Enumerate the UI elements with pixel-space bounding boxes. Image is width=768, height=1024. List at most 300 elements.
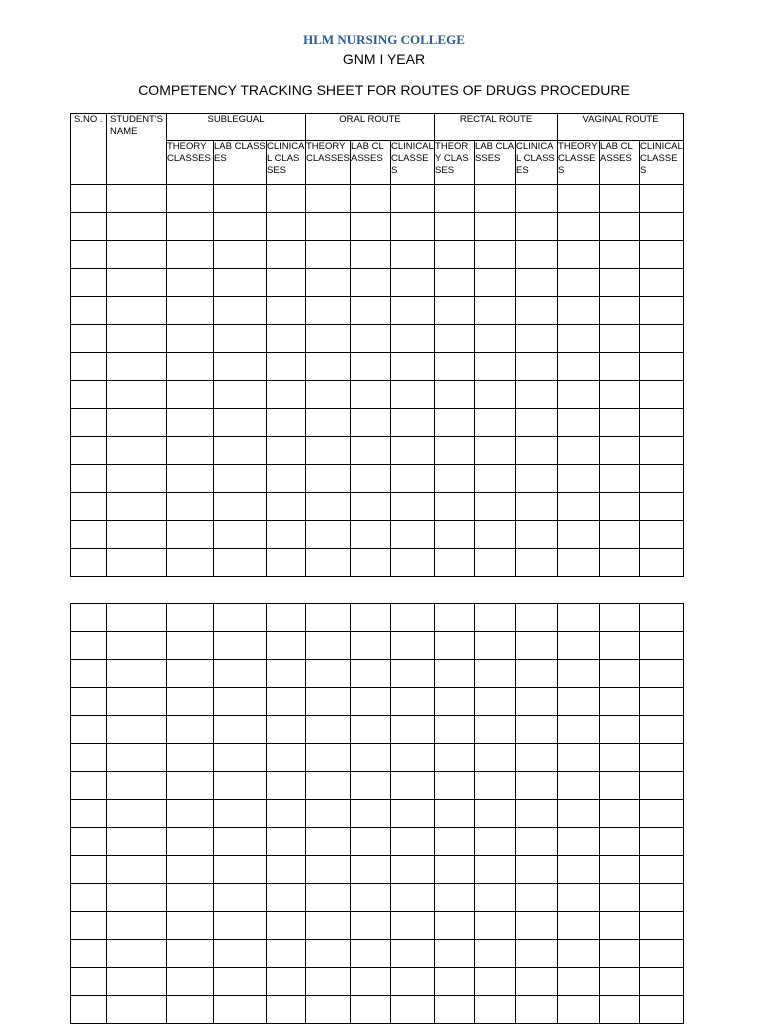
competency-cell [167, 409, 214, 437]
table-row [71, 549, 684, 577]
competency-cell [600, 996, 640, 1024]
competency-cell [351, 493, 391, 521]
competency-cell [558, 409, 600, 437]
student-name-cell [107, 828, 167, 856]
competency-cell [391, 269, 435, 297]
table-row [71, 632, 684, 660]
competency-cell [516, 940, 558, 968]
competency-cell [267, 353, 306, 381]
group-header-vaginal: VAGINAL ROUTE [558, 114, 684, 141]
competency-cell [435, 437, 475, 465]
competency-cell [351, 772, 391, 800]
competency-cell [214, 381, 267, 409]
competency-cell [600, 632, 640, 660]
competency-cell [475, 465, 516, 493]
competency-cell [351, 968, 391, 996]
competency-cell [475, 968, 516, 996]
competency-cell [640, 912, 684, 940]
competency-cell [391, 437, 435, 465]
table-row [71, 325, 684, 353]
competency-cell [167, 884, 214, 912]
table-body-1 [71, 185, 684, 577]
table-row [71, 828, 684, 856]
competency-cell [351, 381, 391, 409]
competency-cell [516, 297, 558, 325]
competency-cell [600, 940, 640, 968]
subheader-lab: LAB CLASSES [351, 141, 391, 185]
competency-cell [214, 409, 267, 437]
competency-cell [214, 688, 267, 716]
competency-cell [306, 884, 351, 912]
competency-cell [167, 688, 214, 716]
competency-cell [391, 521, 435, 549]
competency-cell [214, 856, 267, 884]
competency-cell [435, 604, 475, 632]
sno-cell [71, 968, 107, 996]
competency-cell [391, 493, 435, 521]
competency-cell [558, 800, 600, 828]
competency-cell [306, 549, 351, 577]
competency-cell [391, 856, 435, 884]
subheader-theory: THEORY CLASSES [306, 141, 351, 185]
competency-cell [475, 912, 516, 940]
competency-cell [640, 381, 684, 409]
competency-cell [475, 325, 516, 353]
competency-cell [214, 660, 267, 688]
table-row [71, 297, 684, 325]
competency-cell [267, 493, 306, 521]
competency-cell [600, 604, 640, 632]
student-name-cell [107, 409, 167, 437]
competency-cell [391, 325, 435, 353]
competency-cell [558, 632, 600, 660]
competency-cell [306, 800, 351, 828]
competency-cell [475, 241, 516, 269]
competency-cell [516, 716, 558, 744]
competency-cell [475, 744, 516, 772]
competency-cell [167, 325, 214, 353]
competency-cell [640, 269, 684, 297]
competency-cell [475, 297, 516, 325]
competency-cell [435, 297, 475, 325]
sno-cell [71, 549, 107, 577]
competency-cell [640, 828, 684, 856]
competency-cell [267, 604, 306, 632]
competency-cell [167, 549, 214, 577]
competency-table [70, 113, 684, 577]
competency-cell [435, 968, 475, 996]
competency-cell [351, 828, 391, 856]
competency-cell [516, 856, 558, 884]
competency-cell [435, 493, 475, 521]
competency-cell [558, 744, 600, 772]
competency-cell [475, 213, 516, 241]
competency-cell [267, 241, 306, 269]
competency-cell [516, 996, 558, 1024]
competency-cell [640, 772, 684, 800]
competency-cell [558, 521, 600, 549]
competency-cell [600, 688, 640, 716]
competency-cell [391, 465, 435, 493]
competency-cell [558, 660, 600, 688]
sno-cell [71, 437, 107, 465]
table-row [71, 437, 684, 465]
competency-cell [435, 828, 475, 856]
competency-cell [475, 549, 516, 577]
student-name-cell [107, 269, 167, 297]
sno-cell [71, 940, 107, 968]
competency-cell [351, 213, 391, 241]
competency-cell [600, 409, 640, 437]
group-header-sublingual: SUBLEGUAL [167, 114, 306, 141]
competency-cell [306, 493, 351, 521]
competency-cell [516, 884, 558, 912]
table-row [71, 996, 684, 1024]
competency-cell [167, 912, 214, 940]
competency-cell [351, 660, 391, 688]
competency-cell [391, 884, 435, 912]
course-year: GNM I YEAR [342, 51, 426, 67]
competency-cell [516, 604, 558, 632]
sno-cell [71, 996, 107, 1024]
competency-cell [167, 744, 214, 772]
competency-cell [600, 660, 640, 688]
competency-cell [475, 856, 516, 884]
competency-cell [600, 213, 640, 241]
competency-cell [435, 632, 475, 660]
competency-cell [435, 688, 475, 716]
competency-cell [391, 828, 435, 856]
sno-cell [71, 213, 107, 241]
competency-cell [351, 912, 391, 940]
competency-cell [475, 940, 516, 968]
competency-cell [267, 660, 306, 688]
competency-cell [435, 856, 475, 884]
competency-cell [475, 828, 516, 856]
student-name-cell [107, 604, 167, 632]
competency-cell [167, 996, 214, 1024]
competency-cell [267, 884, 306, 912]
competency-cell [600, 325, 640, 353]
competency-cell [267, 521, 306, 549]
subheader-clinical: CLINICAL CLASSES [640, 141, 684, 185]
competency-cell [435, 549, 475, 577]
competency-cell [516, 521, 558, 549]
competency-cell [600, 716, 640, 744]
competency-cell [351, 800, 391, 828]
student-name-cell [107, 493, 167, 521]
competency-cell [167, 632, 214, 660]
competency-cell [267, 213, 306, 241]
competency-cell [351, 325, 391, 353]
competency-cell [558, 912, 600, 940]
competency-cell [600, 353, 640, 381]
competency-cell [267, 688, 306, 716]
sno-cell [71, 409, 107, 437]
competency-cell [214, 912, 267, 940]
competency-cell [600, 744, 640, 772]
competency-cell [600, 884, 640, 912]
table-row [71, 660, 684, 688]
competency-cell [214, 213, 267, 241]
competency-cell [214, 353, 267, 381]
sno-cell [71, 353, 107, 381]
competency-cell [351, 269, 391, 297]
competency-cell [391, 688, 435, 716]
competency-cell [516, 409, 558, 437]
competency-cell [640, 549, 684, 577]
competency-cell [306, 744, 351, 772]
competency-cell [475, 688, 516, 716]
student-name-header: STUDENT'S NAME [107, 114, 167, 185]
table-row [71, 940, 684, 968]
table-row [71, 884, 684, 912]
student-name-cell [107, 325, 167, 353]
competency-cell [167, 856, 214, 884]
competency-cell [558, 996, 600, 1024]
competency-cell [640, 688, 684, 716]
student-name-cell [107, 213, 167, 241]
competency-cell [435, 325, 475, 353]
competency-cell [435, 381, 475, 409]
competency-cell [391, 241, 435, 269]
group-header-rectal: RECTAL ROUTE [435, 114, 558, 141]
sno-cell [71, 884, 107, 912]
competency-cell [558, 604, 600, 632]
competency-cell [435, 241, 475, 269]
competency-cell [306, 437, 351, 465]
sno-cell [71, 688, 107, 716]
competency-cell [167, 716, 214, 744]
student-name-cell [107, 996, 167, 1024]
competency-cell [167, 185, 214, 213]
competency-cell [267, 437, 306, 465]
sno-cell [71, 632, 107, 660]
competency-cell [267, 912, 306, 940]
competency-cell [600, 493, 640, 521]
table-row [71, 521, 684, 549]
competency-cell [475, 772, 516, 800]
student-name-cell [107, 437, 167, 465]
competency-cell [516, 325, 558, 353]
competency-cell [391, 213, 435, 241]
competency-cell [214, 884, 267, 912]
competency-cell [306, 772, 351, 800]
competency-cell [306, 465, 351, 493]
competency-cell [351, 185, 391, 213]
competency-cell [214, 632, 267, 660]
student-name-cell [107, 465, 167, 493]
sno-header: S.NO . [71, 114, 107, 185]
competency-cell [306, 297, 351, 325]
competency-cell [600, 465, 640, 493]
competency-cell [516, 632, 558, 660]
subheader-theory: THEORY CLASSES [167, 141, 214, 185]
competency-cell [267, 297, 306, 325]
sno-cell [71, 744, 107, 772]
competency-cell [640, 968, 684, 996]
competency-cell [351, 409, 391, 437]
competency-cell [475, 409, 516, 437]
competency-cell [435, 409, 475, 437]
competency-cell [267, 409, 306, 437]
competency-cell [306, 940, 351, 968]
competency-cell [600, 185, 640, 213]
competency-cell [267, 716, 306, 744]
competency-cell [391, 409, 435, 437]
sno-cell [71, 297, 107, 325]
student-name-cell [107, 632, 167, 660]
competency-cell [214, 940, 267, 968]
competency-cell [558, 437, 600, 465]
competency-cell [640, 800, 684, 828]
competency-cell [516, 800, 558, 828]
competency-cell [351, 716, 391, 744]
competency-cell [640, 185, 684, 213]
competency-cell [267, 800, 306, 828]
student-name-cell [107, 353, 167, 381]
competency-cell [214, 437, 267, 465]
competency-cell [167, 968, 214, 996]
competency-cell [435, 912, 475, 940]
student-name-cell [107, 968, 167, 996]
competency-cell [167, 381, 214, 409]
competency-cell [306, 996, 351, 1024]
competency-cell [640, 325, 684, 353]
competency-cell [267, 269, 306, 297]
table-row [71, 185, 684, 213]
competency-cell [267, 772, 306, 800]
competency-cell [558, 353, 600, 381]
competency-cell [167, 604, 214, 632]
competency-cell [475, 493, 516, 521]
competency-cell [167, 241, 214, 269]
competency-cell [516, 744, 558, 772]
competency-cell [600, 241, 640, 269]
competency-cell [391, 381, 435, 409]
table-row [71, 381, 684, 409]
competency-cell [267, 856, 306, 884]
competency-cell [435, 800, 475, 828]
competency-cell [435, 716, 475, 744]
competency-cell [214, 297, 267, 325]
competency-cell [600, 437, 640, 465]
competency-cell [435, 884, 475, 912]
competency-cell [600, 297, 640, 325]
competency-cell [391, 549, 435, 577]
competency-cell [167, 828, 214, 856]
competency-cell [267, 744, 306, 772]
competency-cell [267, 185, 306, 213]
competency-cell [558, 968, 600, 996]
competency-cell [558, 297, 600, 325]
student-name-cell [107, 856, 167, 884]
competency-cell [167, 465, 214, 493]
competency-cell [640, 465, 684, 493]
student-name-cell [107, 688, 167, 716]
student-name-cell [107, 940, 167, 968]
competency-cell [391, 940, 435, 968]
competency-cell [558, 688, 600, 716]
subheader-lab: LAB CLASSES [600, 141, 640, 185]
competency-cell [516, 688, 558, 716]
competency-cell [391, 632, 435, 660]
table-row [71, 800, 684, 828]
competency-cell [306, 632, 351, 660]
competency-cell [306, 968, 351, 996]
sno-cell [71, 185, 107, 213]
sno-cell [71, 912, 107, 940]
competency-cell [351, 632, 391, 660]
competency-cell [640, 409, 684, 437]
competency-cell [214, 269, 267, 297]
competency-cell [558, 940, 600, 968]
competency-cell [306, 716, 351, 744]
competency-cell [391, 604, 435, 632]
competency-cell [351, 996, 391, 1024]
competency-cell [435, 996, 475, 1024]
competency-cell [214, 185, 267, 213]
competency-cell [600, 521, 640, 549]
competency-cell [640, 521, 684, 549]
sno-cell [71, 772, 107, 800]
competency-cell [214, 716, 267, 744]
competency-cell [167, 269, 214, 297]
competency-cell [306, 828, 351, 856]
competency-cell [600, 772, 640, 800]
competency-cell [391, 772, 435, 800]
competency-cell [600, 912, 640, 940]
competency-cell [267, 465, 306, 493]
competency-cell [640, 493, 684, 521]
competency-cell [306, 213, 351, 241]
competency-cell [351, 437, 391, 465]
competency-cell [640, 940, 684, 968]
competency-cell [600, 856, 640, 884]
competency-cell [391, 996, 435, 1024]
competency-cell [640, 884, 684, 912]
table-row [71, 493, 684, 521]
competency-cell [475, 381, 516, 409]
competency-cell [306, 381, 351, 409]
competency-cell [306, 185, 351, 213]
student-name-cell [107, 549, 167, 577]
competency-cell [214, 493, 267, 521]
competency-cell [475, 660, 516, 688]
competency-cell [306, 856, 351, 884]
competency-cell [306, 241, 351, 269]
competency-cell [640, 996, 684, 1024]
competency-cell [214, 604, 267, 632]
table-row [71, 465, 684, 493]
subheader-theory: THEORY CLASSES [558, 141, 600, 185]
competency-cell [558, 269, 600, 297]
competency-cell [640, 716, 684, 744]
subheader-theory: THEORY CLASSES [435, 141, 475, 185]
competency-cell [516, 660, 558, 688]
competency-cell [391, 912, 435, 940]
competency-cell [600, 381, 640, 409]
competency-cell [306, 660, 351, 688]
sno-cell [71, 465, 107, 493]
table-row [71, 213, 684, 241]
competency-cell [558, 828, 600, 856]
competency-cell [214, 241, 267, 269]
competency-cell [167, 213, 214, 241]
competency-cell [167, 800, 214, 828]
competency-cell [306, 912, 351, 940]
sno-cell [71, 604, 107, 632]
